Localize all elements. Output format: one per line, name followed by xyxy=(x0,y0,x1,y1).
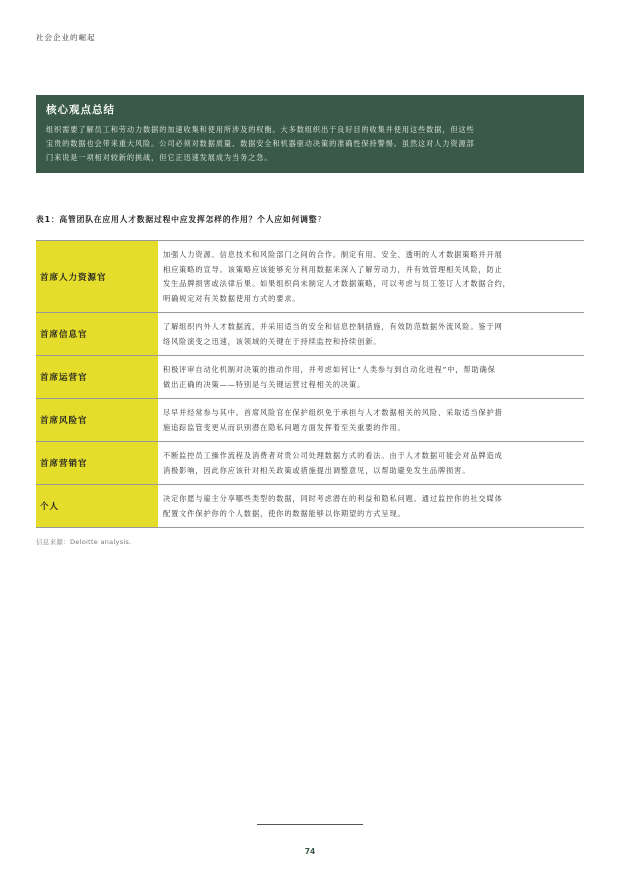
roles-table xyxy=(36,240,584,528)
description-line: 加强人力资源、信息技术和风险部门之间的合作。制定有用、安全、透明的人才数据策略并开展 xyxy=(163,250,503,259)
role-description xyxy=(158,442,584,484)
role-description xyxy=(158,313,584,355)
source-note: 信息来源：Deloitte analysis. xyxy=(36,538,132,546)
key-takeaways-title: 核心观点总结 xyxy=(46,104,115,116)
running-header: 社会企业的崛起 xyxy=(36,33,96,42)
role-cell: 首席信息官 xyxy=(36,313,158,355)
footer-divider xyxy=(257,824,363,825)
table-caption xyxy=(36,214,322,225)
description-line: 不断监控员工操作流程及消费者对贵公司处理数据方式的看法。由于人才数据可能会对品牌造成 xyxy=(163,451,503,460)
role-cell: 首席风险官 xyxy=(36,399,158,441)
role-cell: 首席运营官 xyxy=(36,356,158,398)
table-caption-text: 表1：高管团队在应用人才数据过程中应发挥怎样的作用？个人应如何调整 xyxy=(36,215,318,224)
role-cell: 首席人力资源官 xyxy=(36,241,158,312)
role-description xyxy=(158,399,584,441)
description-line: 相应策略的宣导。该策略应该能够充分利用数据来深入了解劳动力，并有效管理相关风险，防止 xyxy=(163,264,503,274)
key-takeaways-body xyxy=(46,123,574,165)
description-line: 尽早并经常参与其中。首席风险官在保护组织免于承担与人才数据相关的风险、采取适当保护措 xyxy=(163,408,503,417)
table-row xyxy=(36,485,584,528)
description-line: 了解组织内外人才数据流，并采用适当的安全和信息控制措施，有效防范数据外流风险。鉴于网 xyxy=(163,322,503,331)
table-row xyxy=(36,313,584,356)
page-number: 74 xyxy=(304,847,316,856)
role-description xyxy=(158,485,584,527)
table-row xyxy=(36,241,584,313)
description-line: 明确规定对有关数据使用方式的要求。 xyxy=(163,293,301,303)
table-row xyxy=(36,442,584,485)
description-line: 络风险演变之迅速，该领域的关键在于持续监控和持续创新。 xyxy=(163,336,382,346)
role-cell: 首席营销官 xyxy=(36,442,158,484)
description-line: 决定你愿与雇主分享哪些类型的数据，同时考虑潜在的利益和隐私问题。通过监控你的社交媒体 xyxy=(163,494,503,503)
description-line: 消极影响，因此你应该针对相关政策或措施提出调整意见，以帮助避免发生品牌损害。 xyxy=(163,465,471,475)
role-description xyxy=(158,356,584,398)
key-takeaways-line: 门来说是一项相对较新的挑战，但它正迅速发展成为当务之急。 xyxy=(46,153,273,162)
description-line: 发生品牌损害或法律后果。如果组织尚未制定人才数据策略，可以考虑与员工签订人才数据合约， xyxy=(163,279,511,289)
role-cell: 个人 xyxy=(36,485,158,527)
table-row xyxy=(36,399,584,442)
key-takeaways-line: 组织需要了解员工和劳动力数据的加速收集和使用所涉及的权衡。大多数组织出于良好目的收集并使用这些数据，但这些 xyxy=(46,125,475,134)
description-line: 配置文件保护你的个人数据，使你的数据能够以你期望的方式呈现。 xyxy=(163,508,406,518)
key-takeaways-line: 宝贵的数据也会带来重大风险。公司必须对数据质量、数据安全和机器驱动决策的准确性保持警惕。虽然这对人力资源部 xyxy=(46,139,475,148)
description-line: 施追踪监管变更从而识别潜在隐私问题方面发挥着至关重要的作用。 xyxy=(163,422,406,432)
key-takeaways-box xyxy=(36,95,584,173)
description-line: 做出正确的决策——特别是与关键运营过程相关的决策。 xyxy=(163,379,366,389)
role-description xyxy=(158,241,584,312)
description-line: 积极评审自动化机制对决策的推动作用，并考虑如何让“人类参与到自动化进程”中，帮助确保 xyxy=(163,365,496,374)
table-caption-mark: ? xyxy=(317,215,323,224)
table-row xyxy=(36,356,584,399)
